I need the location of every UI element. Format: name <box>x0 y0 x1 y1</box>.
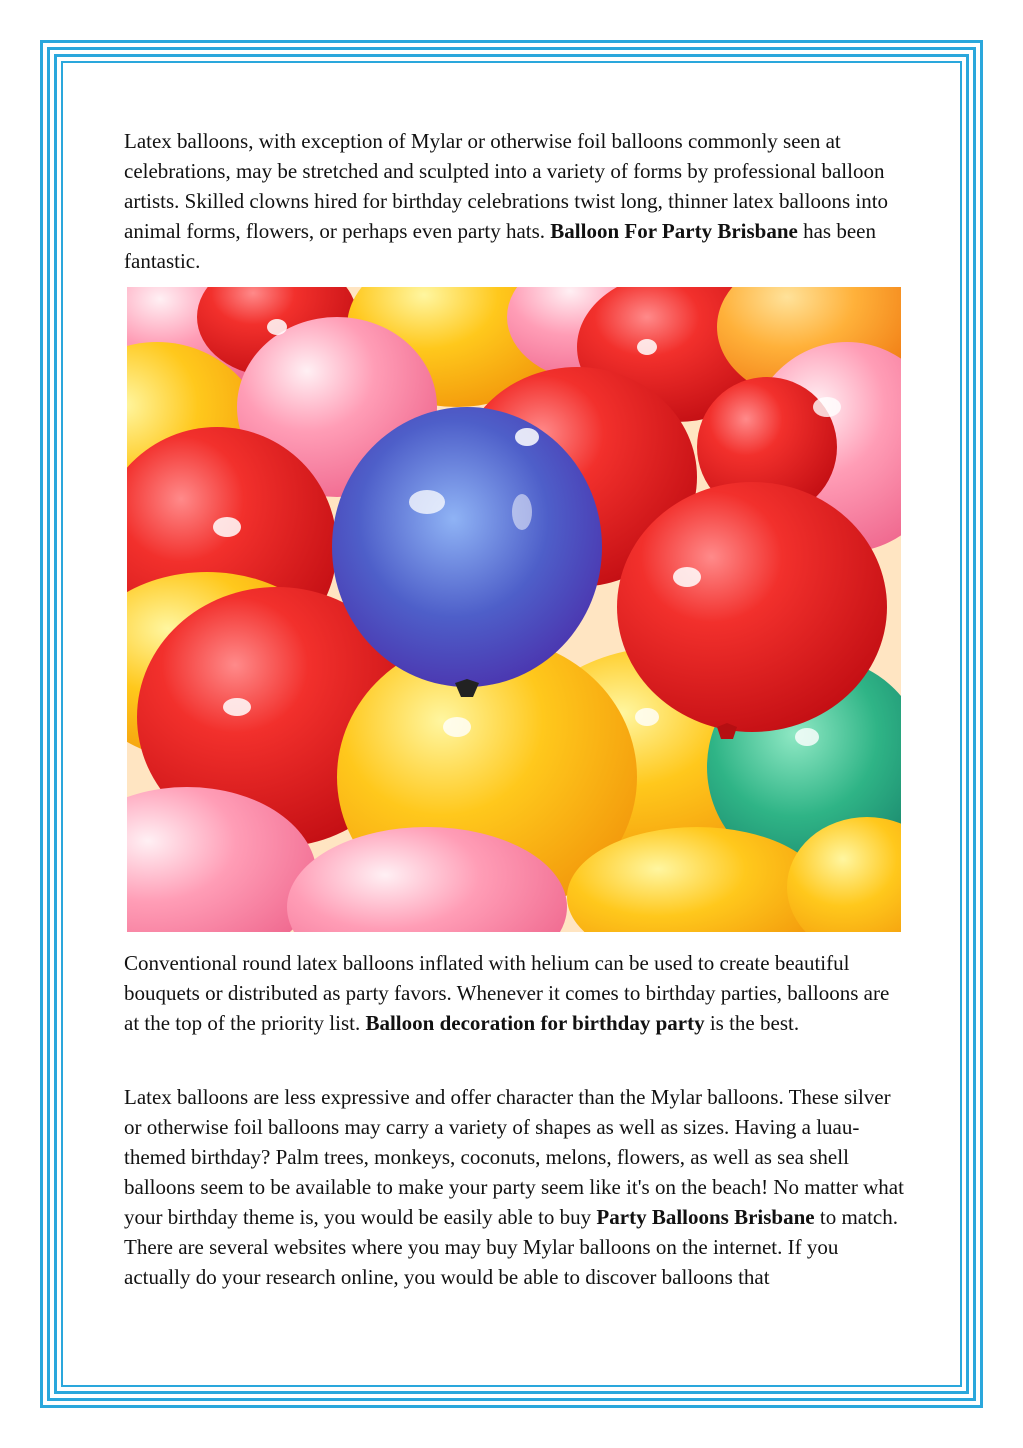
paragraph-3 <box>124 1082 904 1292</box>
paragraph-2-bold: Balloon decoration for birthday party <box>365 1011 705 1035</box>
balloons-photo <box>127 287 901 932</box>
paragraph-2-text: Conventional round latex balloons inflated with helium can be used to create beautiful bouquets or distributed as party favors. Whenever it comes to birthday parties, balloons are at the top of the priority list. <box>124 951 890 1035</box>
paragraph-3-bold: Party Balloons Brisbane <box>596 1205 815 1229</box>
paragraph-2-tail: is the best. <box>704 1011 800 1035</box>
paragraph-1-bold: Balloon For Party Brisbane <box>550 219 798 243</box>
paragraph-1-tail: has been fantastic. <box>124 219 876 273</box>
paragraph-3-tail: to match. There are several websites where you may buy Mylar balloons on the internet. If you actually do your research online, you would be able to discover balloons that <box>124 1205 899 1289</box>
paragraph-3-text: Latex balloons are less expressive and offer character than the Mylar balloons. These silver or otherwise foil balloons may carry a variety of shapes as well as sizes. Having a luau-themed birthday? Palm trees, monkeys, coconuts, melons, flowers, as well as sea shell balloons seem to be available to make your party seem like it's on the beach! No matter what your birthday theme is, you would be easily able to buy <box>124 1085 904 1229</box>
paragraph-1 <box>124 126 904 276</box>
paragraph-2 <box>124 948 904 1038</box>
paragraph-1-text: Latex balloons, with exception of Mylar or otherwise foil balloons commonly seen at celebrations, may be stretched and sculpted into a variety of forms by professional balloon artists. Skilled clowns hired for birthday celebrations twist long, thinner latex balloons into animal forms, flowers, or perhaps even party hats. <box>124 129 889 243</box>
